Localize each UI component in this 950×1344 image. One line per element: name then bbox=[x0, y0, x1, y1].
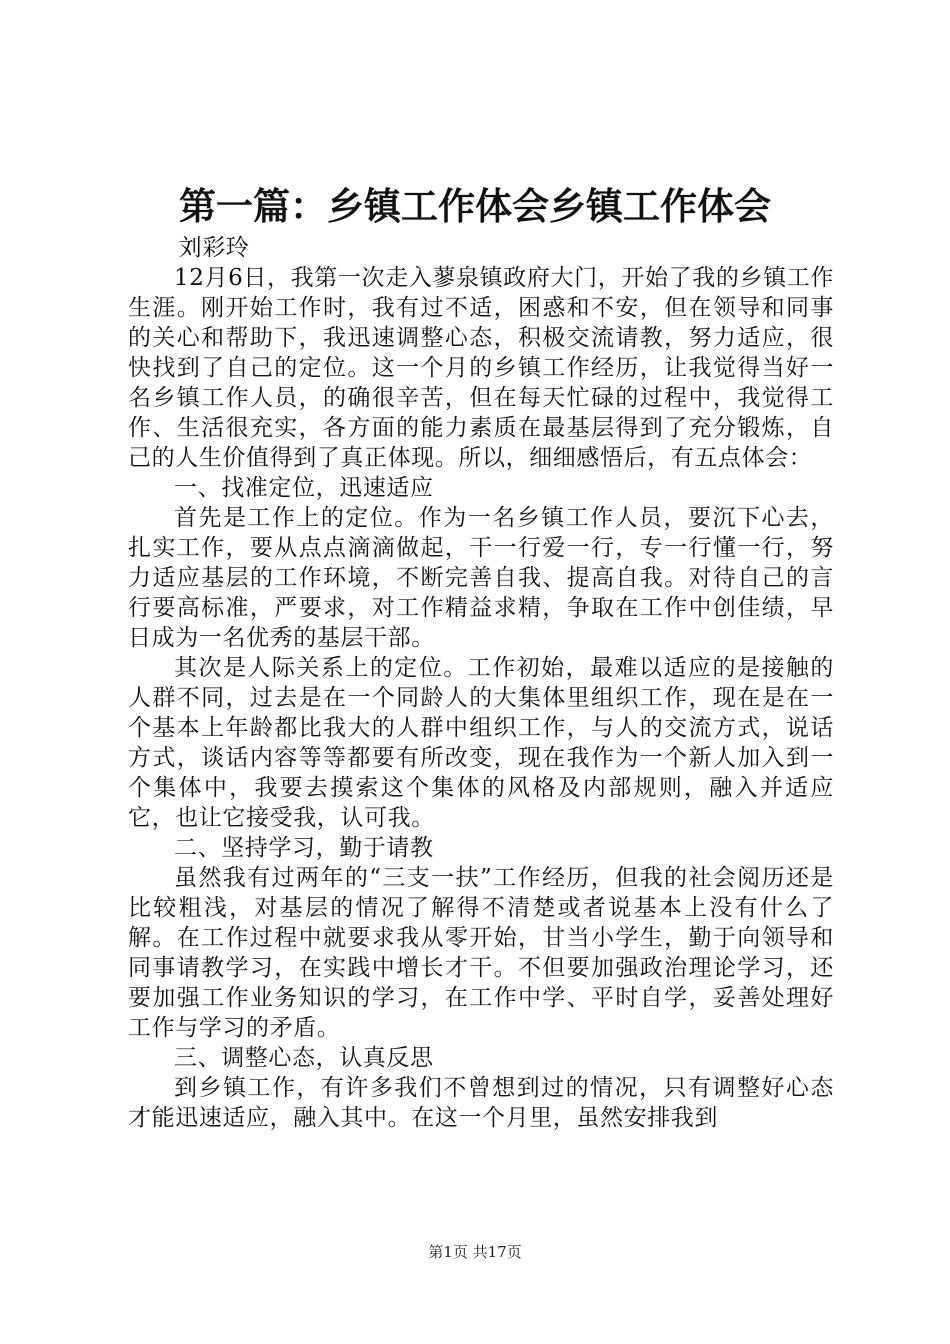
section-heading: 三、调整心态，认真反思 bbox=[174, 1045, 434, 1071]
paragraph: 12月6日，我第一次走入蓼泉镇政府大门，开始了我的乡镇工作生涯。刚开始工作时，我有过不适，困惑和不安，但在领导和同事的关心和帮助下，我迅速调整心态，积极交流请教，努力适应，很快找到了自己的定位。这一个月的乡镇工作经历，让我觉得当好一名乡镇工作人员，的确很辛苦，但在每天忙碌的过程中，我觉得工作、生活很充实，各方面的能力素质在最基层得到了充分锻炼，自己的人生价值得到了真正体现。所以，细细感悟后，有五点体会： bbox=[128, 265, 834, 471]
paragraph: 其次是人际关系上的定位。工作初始，最难以适应的是接触的人群不同，过去是在一个同龄人的大集体里组织工作，现在是在一个基本上年龄都比我大的人群中组织工作，与人的交流方式，说话方式，谈话内容等等都要有所改变，现在我作为一个新人加入到一个集体中，我要去摸索这个集体的风格及内部规则，融入并适应它，也让它接受我，认可我。 bbox=[128, 655, 834, 831]
paragraph: 首先是工作上的定位。作为一名乡镇工作人员，要沉下心去，扎实工作，要从点点滴滴做起，干一行爱一行，专一行懂一行，努力适应基层的工作环境，不断完善自我、提高自我。对待自己的言行要高标准，严要求，对工作精益求精，争取在工作中创佳绩，早日成为一名优秀的基层干部。 bbox=[128, 505, 834, 651]
section-heading: 二、坚持学习，勤于请教 bbox=[174, 835, 434, 861]
paragraph: 到乡镇工作，有许多我们不曾想到过的情况，只有调整好心态才能迅速适应，融入其中。在这一个月里，虽然安排我到 bbox=[128, 1075, 834, 1131]
author-name: 刘彩玲 bbox=[178, 235, 250, 261]
page-number: 第1页 bbox=[428, 1243, 468, 1261]
paragraph: 虽然我有过两年的“三支一扶”工作经历，但我的社会阅历还是比较粗浅，对基层的情况了解得不清楚或者说基本上没有什么了解。在工作过程中就要求我从零开始，甘当小学生，勤于向领导和同事请教学习，在实践中增长才干。不但要加强政治理论学习，还要加强工作业务知识的学习，在工作中学、平时自学，妥善处理好工作与学习的矛盾。 bbox=[128, 865, 834, 1041]
document-body bbox=[128, 233, 834, 1133]
page-footer bbox=[0, 1242, 950, 1262]
section-heading: 一、找准定位，迅速适应 bbox=[174, 475, 434, 501]
page-total: 共17页 bbox=[472, 1243, 522, 1261]
document-title: 第一篇：乡镇工作体会乡镇工作体会 bbox=[179, 185, 771, 228]
